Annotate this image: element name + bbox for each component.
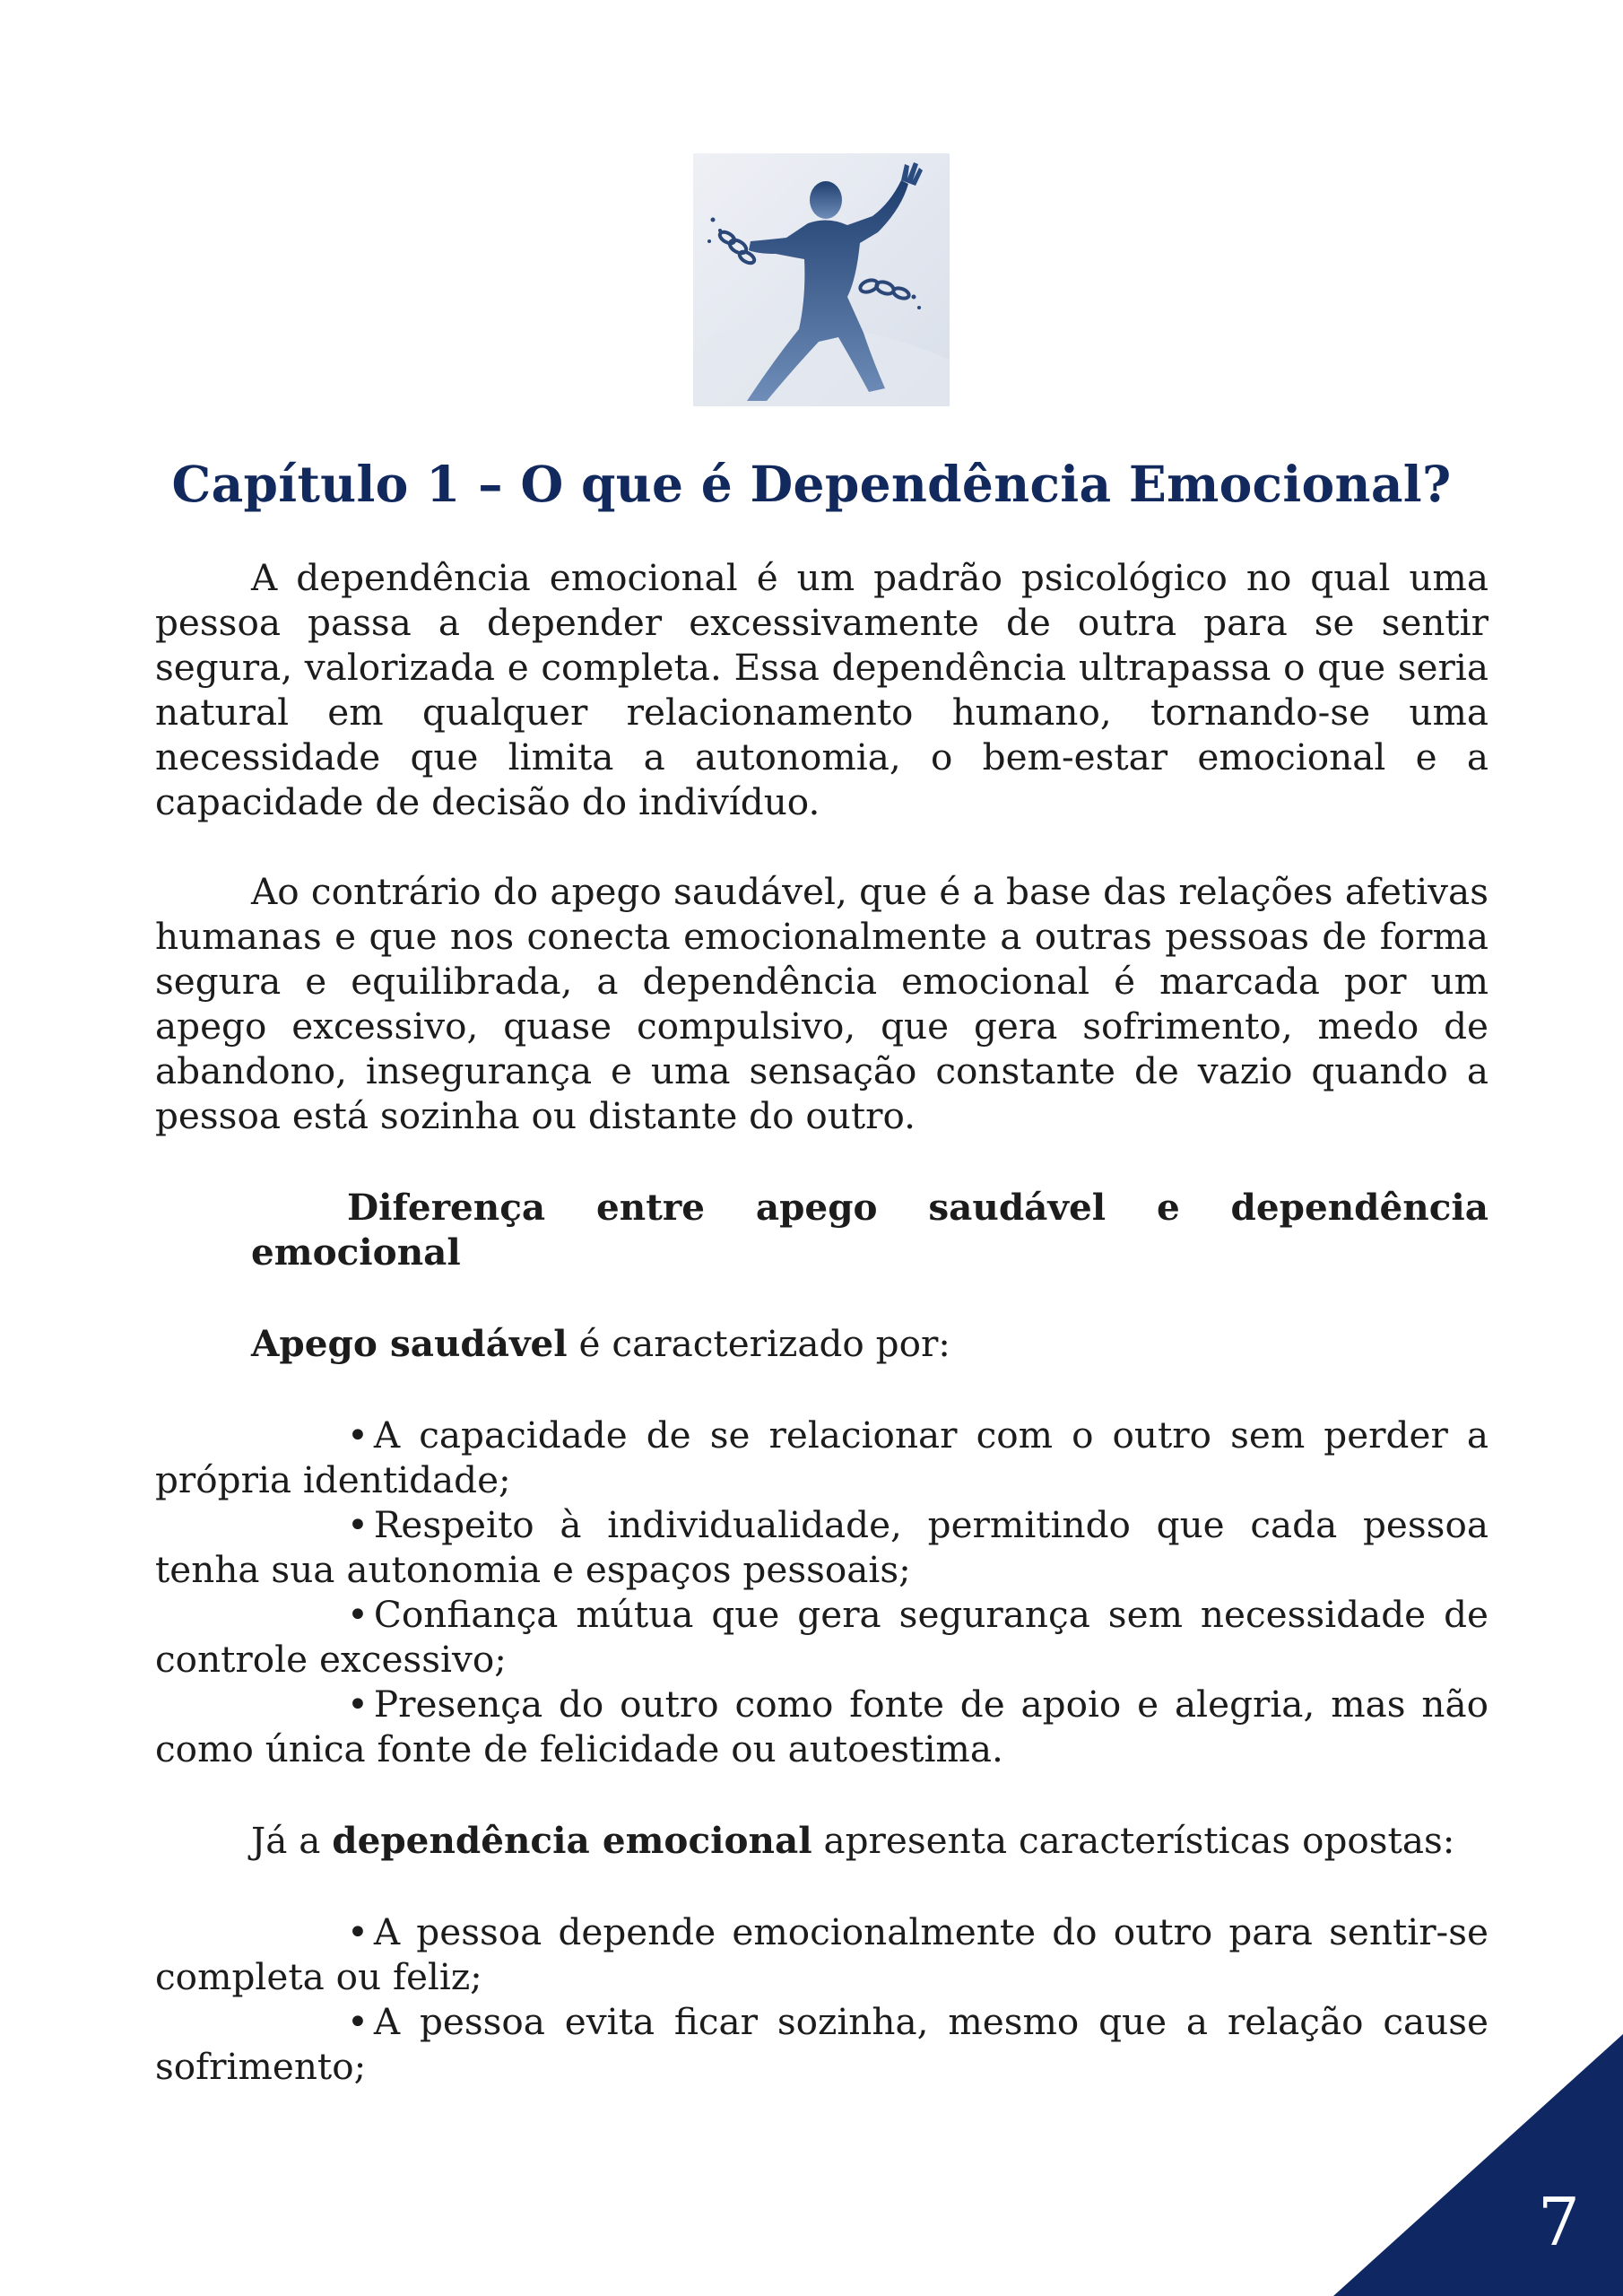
list-item-dependency [155, 1999, 1488, 2089]
list-item-text: Confiança mútua que gera segurança sem necessidade de controle excessivo; [155, 1593, 1488, 1681]
bullet-icon: • [347, 2000, 369, 2043]
dependency-lead-prefix: Já a [251, 1819, 333, 1862]
dependency-lead-text: apresenta características opostas: [812, 1819, 1455, 1862]
bullet-icon: • [347, 1593, 369, 1636]
list-item-healthy [155, 1592, 1488, 1682]
list-item-text: A pessoa depende emocionalmente do outro para sentir-se completa ou feliz; [155, 1910, 1488, 1998]
list-item-text: A pessoa evita ficar sozinha, mesmo que a relação cause sofrimento; [155, 2000, 1488, 2088]
dependency-term: dependência emocional [332, 1819, 812, 1862]
paragraph-intro: A dependência emocional é um padrão psicológico no qual uma pessoa passa a depender excessivamente de outra para se sentir segura, valorizada e completa. Essa dependência ultrapassa o que seria natural em qualquer relacionamento humano, tornando-se uma necessidade que limita a autonomia, o bem-estar emocional e a capacidade de decisão do indivíduo. [155, 556, 1488, 823]
list-item-text: A capacidade de se relacionar com o outro sem perder a própria identidade; [155, 1413, 1488, 1501]
list-item-healthy [155, 1502, 1488, 1592]
body-text [155, 555, 1488, 2089]
list-item-healthy [155, 1413, 1488, 1502]
person-breaking-chains-icon [693, 153, 950, 406]
healthy-attachment-lead-text: é caracterizado por: [567, 1322, 950, 1365]
healthy-attachment-term: Apego saudável [251, 1322, 568, 1365]
paragraph-contrast: Ao contrário do apego saudável, que é a base das relações afetivas humanas e que nos conecta emocionalmente a outras pessoas de forma segura e equilibrada, a dependência emocional é marcada por um apego excessivo, quase compulsivo, que gera sofrimento, medo de abandono, insegurança e uma sensação constante de vazio quando a pessoa está sozinha ou distante do outro. [155, 870, 1488, 1137]
section-heading: Diferença entre apego saudável e dependência emocional [251, 1186, 1488, 1274]
healthy-attachment-lead [155, 1321, 1488, 1366]
list-item-healthy [155, 1682, 1488, 1771]
bullet-icon: • [347, 1683, 369, 1726]
chapter-title: Capítulo 1 – O que é Dependência Emocional? [171, 455, 1452, 513]
list-item-dependency [155, 1909, 1488, 1999]
list-item-text: Respeito à individualidade, permitindo que cada pessoa tenha sua autonomia e espaços pessoais; [155, 1503, 1488, 1591]
page-number: 7 [1537, 2184, 1580, 2261]
list-item-text: Presença do outro como fonte de apoio e alegria, mas não como única fonte de felicidade ou autoestima. [155, 1683, 1488, 1770]
bullet-icon: • [347, 1910, 369, 1953]
dependency-lead [155, 1818, 1488, 1863]
bullet-icon: • [347, 1413, 369, 1457]
bullet-icon: • [347, 1503, 369, 1546]
